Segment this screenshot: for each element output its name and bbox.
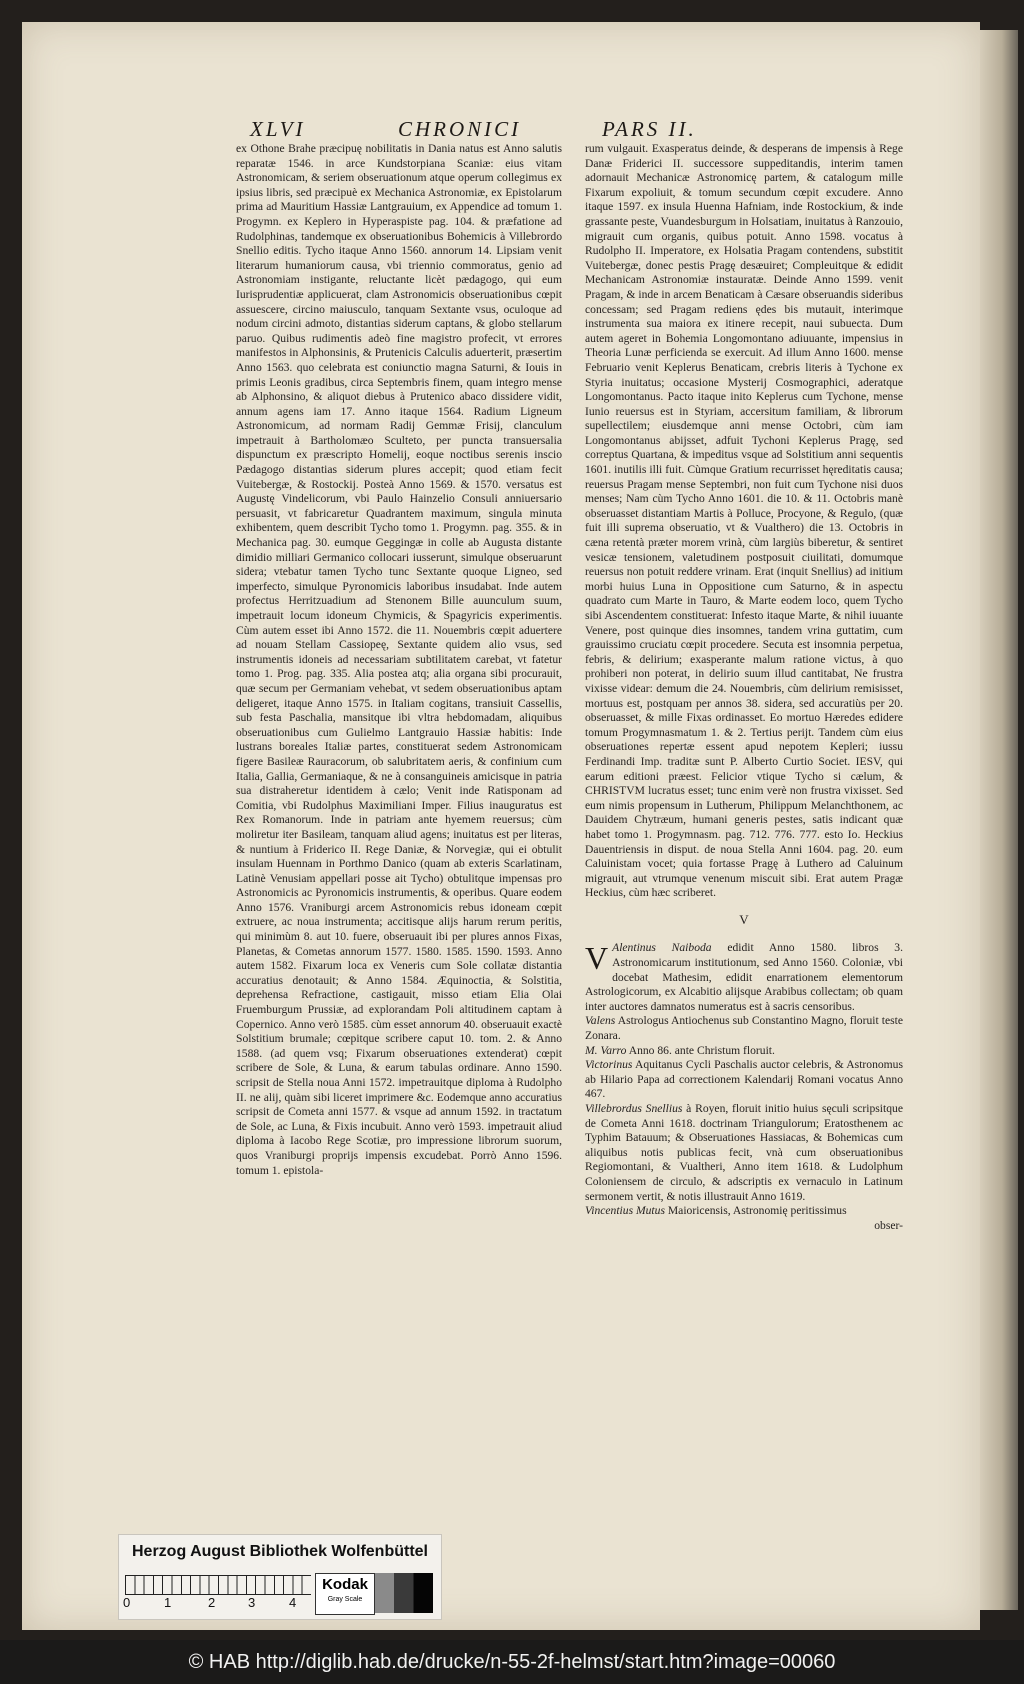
entry-text: edidit Anno 1580. libros 3. Astronomicarum institutionum, sed Anno 1560. Coloniæ, vbi docebat Mathesim, edidit enarrationem elementorum Astrologicorum, ex Alcabitio alijsque Arabibus collectam; ob quam inter auctores damnatos numeratus est à sacris censoribus. [585, 941, 903, 1013]
ruler-tick: 3 [248, 1595, 256, 1610]
glossary-entry [585, 1058, 903, 1102]
left-column-text: ex Othone Brahe præcipuę nobilitatis in Dania natus est Anno salutis reparatæ 1546. in arce Kundstorpiana Scaniæ: eius vitam Astronomicam, & seriem obseruationum atque operum collegimus ex ipsius libris, sed præcipuè ex Mechanica Astronomiæ, ex Epistolarum prima ad Mauritium Hassiæ Lantgrauium, ex Appendice ad tomum 1. Progymn. ex Keplero in Hyperaspiste pag. 104. & præfatione ad Rudolphinas, tandemque ex obseruationibus Bohemicis à Villebrordo Snellio editis. Tycho itaque Anno 1560. annorum 14. Lipsiam venit literarum humaniorum causa, vbi triennio commoratus, genio ad Astronomiam instigante, reluctante licèt pædagogo, qui eum Iurisprudentiæ applicuerat, clam Astronomicis obseruationibus cœpit assuescere, circino maiusculo, tanquam Sextante vsus, oculoque ad nodum circini admoto, distantias siderum captans, & globo stellarum paruo. Quibus rudimentis adeò fine magistro profecit, vt errores manifestos in Alphonsinis, & Prutenicis Calculis aduerterit, præsertim Anno 1563. quo celebrata est coniunctio magna Saturni, & Iouis in primis Leonis gradibus, circa Septembris finem, quam integro mense ab Alphonsino, & aliquot diebus à Prutenico abaco dissidere vidit, annum agens iam 17. Anno itaque 1564. Radium Ligneum Astronomicum, ad normam Radij Gemmæ Frisij, clanculum impetrauit à Bartholomæo Sculteto, per puncta transuersalia dispunctum ex præscripto Homelij, eoque noctibus serenis inscio Pædagogo distantias siderum plures accepit; quod etiam fecit Vuitebergæ, & Rostockij. Posteà Anno 1569. & 1570. versatus est Augustę Vindelicorum, vbi Paulo Hainzelio Consuli anniuersario persuasit, vt fabricaretur Quadrantem maximum, singula minuta exhibentem, quem describit Tycho tomo 1. Progymn. pag. 355. & in Mechanica pag. 30. eumque Geggingæ in colle ab Augusta distante dimidio milliari Germanico collocari iusserunt, simulque obseruarunt sidera; vtebatur tamen Tycho tunc Sextante quoque Ligneo, sed imperfecto, simulque Pyronomicis laboribus insudabat. Inde autem profectus Herritzuadium ad Stenonem Bille auunculum suum, impetrauit locum idoneum Chymicis, & Spagyricis experimentis. Cùm autem esset ibi Anno 1572. die 11. Nouembris cœpit aduertere ad nouam Stellam Cassiopeę, Sextante quidem alio vsus, sed instrumentis idoneis ad necessariam subtilitatem carebat, vt fatetur tomo 1. Prog. pag. 335. Alia postea atq; alia organa sibi procurauit, quæ secum per Germaniam vehebat, vt sedem obseruationibus aptam deligeret, itaque Anno 1575. in Italiam cogitans, transiuit Cassellis, sub festa Paschalia, mansitque ibi vltra hebdomadam, aliquibus obseruationibus cum Gulielmo Lantgrauio Hassiæ habitis: Inde lustrans boreales Italiæ partes, constituerat sedem Astronomicam figere Basileæ Rauracorum, ob salubritatem aeris, & confinium cum Italia, Gallia, Germaniaque, & ne à consanguineis amicisque in patria sua distraheretur identidem à cælo; Venit inde Ratisponam ad Comitia, vbi Rudolphus Maximiliani Imper. Filius inauguratus est Rex Romanorum. Inde in patriam ante hyemem reuersus; cùm moliretur iter Basileam, tanquam aliud agens; inuitatus est per literas, & nuntium à Friderico II. Rege Daniæ, & Norvegiæ, qui ei obtulit insulam Huennam in Porthmo Danico (quam ab exteris Scarlatinam, Latinè Venusiam appellari posse ait Tycho) obtulitque impensas pro Astronomicis ac Pyronomicis instrumentis, & operibus. Quare eodem Anno 1576. Vraniburgi arcem Astronomicis rebus idoneam cœpit extruere, ac noua instrumenta; accitisque alijs harum rerum peritis, qui minimùm 8. aut 10. fuere, obseruauit ibi per plures annos Fixas, Planetas, & Cometas annorum 1577. 1580. 1585. 1590. 1593. Anno autem 1582. Fixarum loca ex Veneris cum Sole collatæ distantia accuratius denotauit; & Anno 1584. Æquinoctia, & Solstitia, deprehensa Refractione, castigauit, misso etiam Elia Olai Fruemburgum Prussiæ, ad explorandam Poli altitudinem captam à Copernico. Anno verò 1585. cùm esset annorum 40. obseruauit exactè Solstitium brumale; cœpitque scribere caput 10. tom. 2. & Anno 1588. (ad quem vsq; Fixarum obseruationes extenderat) cœpit scribere de Sole, & Luna, & earum tabulas ordinare. Anno 1590. scripsit de Stella noua Anni 1572. impetrauitque diploma à Rudolpho II. ne alij, quàm sibi liceret imprimere &c. Eodemque anno accuratius scripsit de Cometa anni 1577. & vsque ad annum 1592. in tractatum de Sole, ac Luna, & Fixis incubuit. Anno verò 1593. impetrauit aliud diploma à Iacobo Rege Scotiæ, pro impressione librorum suorum, quos Vraniburgi proprijs impensis excudebat. Porrò Anno 1596. tomum 1. epistola- [236, 142, 562, 1177]
right-column-text: rum vulgauit. Exasperatus deinde, & desperans de impensis à Rege Danæ Friderici II. successore suppeditandis, interim tamen adornauit Mechanicæ Astronomicę partem, & catalogum mille Fixarum expoliuit, & tomum secundum cœpit excudere. Anno itaque 1597. ex insula Huenna Hafniam, inde Rostockium, & inde grassante peste, Vuandesburgum in Holsatiam, inuitatus à Ranzouio, migrauit cum organis, quibus potuit. Anno 1598. vocatus à Rudolpho II. Imperatore, ex Holsatia Pragam contendens, substitit Vuitebergæ, donec pestis Pragę desæuiret; Compleuitque & edidit Mechanicam Astronomiæ instauratæ. Deinde Anno 1599. venit Pragam, & inde in arcem Benaticam à Cæsare obseruandis sideribus concessam; sed Pragam rediens ędes bis mutauit, interimque instrumenta sua maiora ex itinere recepit, naui subuecta. Dum autem ageret in Bohemia Longomontano adiuuante, impensius in Theoria Lunæ perficienda se exercuit. Ad illum Anno 1600. mense Februario venit Keplerus Benaticam, crebris literis à Tychone ex Styria inuitatus; occasione Mysterij Cosmographici, aderatque Longomontanus. Pacto itaque inito Keplerus cum Tychone, mense Iunio reuersus est in Styriam, accersitum familiam, & librorum supellectilem; eiusdemque anni mense Octobri, cùm iam Longomontanus abijsset, adfuit Tychoni Keplerus Pragę, sed correptus Quartana, & impeditus vsque ad Solstitium anni sequentis 1601. inutilis illi fuit. Cùmque Gratium recurrisset hęreditatis causa; reuersus Pragam mense Septembri, non fuit cum Tychone nisi duos menses; Nam cùm Tycho Anno 1601. die 10. & 11. Octobris manè obseruasset distantiam Martis à Polluce, Procyone, & Regulo, (quæ fuit illi suprema obseruatio, vt & Vualthero) die 13. Octobris in cæna retentà præter morem vrinà, cùm largiùs biberetur, & sentiret vesicæ tensionem, valetudinem postposuit ciuilitati, domumque reuersus non potuit reddere vrinam. Erat (inquit Snellius) ad initium morbi huius Luna in Oppositione cum Saturno, & in aspectu quadrato cum Marte in Tauro, & Marte eodem loco, quem Tycho sibi Ascendentem constituerat: Infesto itaque Marte, & nihil iuuante Venere, post quinque dies insomnes, tandem vrina guttatim, cum grauissimo cruciatu cœpit procedere. Secuta est insomnia perpetua, febris, & delirium; exasperante malum ratione victus, à quo prohiberi non poterat, in delirio suum illud cantitabat, Ne frustra vixisse videar: demum die 24. Nouembris, cùm delirium remisisset, mortuus est, postquam per annos 38. sidera, sed accuratiùs per 20. obseruasset, & mille Fixas ordinasset. Eo mortuo Hæredes edidere tomum Progymnasmatum 1. & 2. Tertius perijt. Tandem cùm eius obseruationes repertæ essent apud nepotem Kepleri; iussu Ferdinandi Imp. traditæ sunt P. Alberto Curtio Societ. IESV, qui earum editioni præest. Felicior vtique Tycho si cælum, & CHRISTVM lucratus esset; tunc enim verè non frustra vixisset. Sed eum nimis propensum in Lutherum, Philippum Melanchthonem, ac Dauidem Chytræum, humani generis pestes, satis indicant quæ habet tomo 1. Progymnasm. pag. 712. 776. 777. esto Io. Heckius Dauentriensis in disput. de noua Stella Anni 1604. pag. 20. eum Caluinistam vocet; quia fortasse Pragę à Luthero ad Caluinum migrauit, aut vtrumque venenum miscuit sibi. Erat autem Pragæ Heckius, cùm hæc scriberet. [585, 142, 903, 900]
ruler-tick: 0 [123, 1595, 131, 1610]
running-header [250, 117, 850, 143]
kodak-brand: Kodak [322, 1576, 368, 1593]
entry-name: Villebrordus Snellius [585, 1102, 683, 1115]
page-number: XLVI [250, 117, 306, 141]
entry-text: Astrologus Antiochenus sub Constantino Magno, floruit teste Zonara. [585, 1014, 903, 1043]
entry-name: Vincentius Mutus [585, 1204, 665, 1218]
kodak-subtitle: Gray Scale [327, 1596, 363, 1603]
ruler-tick: 1 [164, 1595, 172, 1610]
copyright-footer: © HAB http://diglib.hab.de/drucke/n-55-2f-helmst/start.htm?image=00060 [188, 1651, 836, 1673]
glossary-entry [585, 941, 903, 1014]
glossary-entry [585, 1044, 903, 1059]
entry-list [585, 941, 903, 1218]
entry-text: à Royen, floruit initio huius sęculi scripsitque de Cometa Anni 1618. doctrinam Triangulorum; Eratosthenem ac Typhim Batauum; & Obseruationes Hassiacas, & Bohemicas cum aliquibus notis publicas fecit, vnà cum obseruationibus Regiomontani, & Vualtheri, Anno item 1618. & Ludolphum Coloniensem de circulo, & adscriptis ex vernaculo in Latinum sermonem vertit, & notis illustrauit Anno 1619. [585, 1102, 903, 1203]
glossary-entry [585, 1014, 903, 1043]
institution-label: Herzog August Bibliothek Wolfenbüttel [132, 1543, 428, 1560]
page-edge [978, 30, 1018, 1610]
ruler-tick: 4 [289, 1595, 297, 1610]
ruler-tick-labels [123, 1595, 323, 1611]
book-page [22, 22, 980, 1630]
entry-name: M. Varro [585, 1043, 627, 1057]
glossary-entry [585, 1204, 903, 1219]
catchword: obser- [874, 1218, 903, 1232]
kodak-logo [315, 1573, 375, 1615]
entry-name: Valens [585, 1014, 616, 1028]
part-label: PARS II. [602, 117, 697, 141]
gray-scale-patches [375, 1573, 433, 1613]
entry-text: Aquitanus Cycli Paschalis auctor celebris, & Astronomus ab Hilario Papa ad correctionem Kalendarij Romani vocatus Anno 467. [585, 1058, 903, 1101]
section-letter: V [739, 911, 749, 927]
ruler-tick: 2 [208, 1595, 216, 1610]
glossary-entry [585, 1102, 903, 1204]
entry-text: Maioricensis, Astronomię peritissimus [667, 1204, 847, 1218]
drop-cap: V [585, 940, 609, 977]
entry-name: Victorinus [585, 1058, 633, 1072]
entry-name: Alentinus Naiboda [612, 941, 712, 955]
scale-ruler [125, 1575, 311, 1595]
running-title: CHRONICI [398, 117, 522, 141]
entry-text: Anno 86. ante Christum floruit. [628, 1043, 775, 1057]
right-text-column [585, 142, 903, 1342]
color-target-card [118, 1534, 442, 1620]
left-text-column [236, 142, 562, 1357]
